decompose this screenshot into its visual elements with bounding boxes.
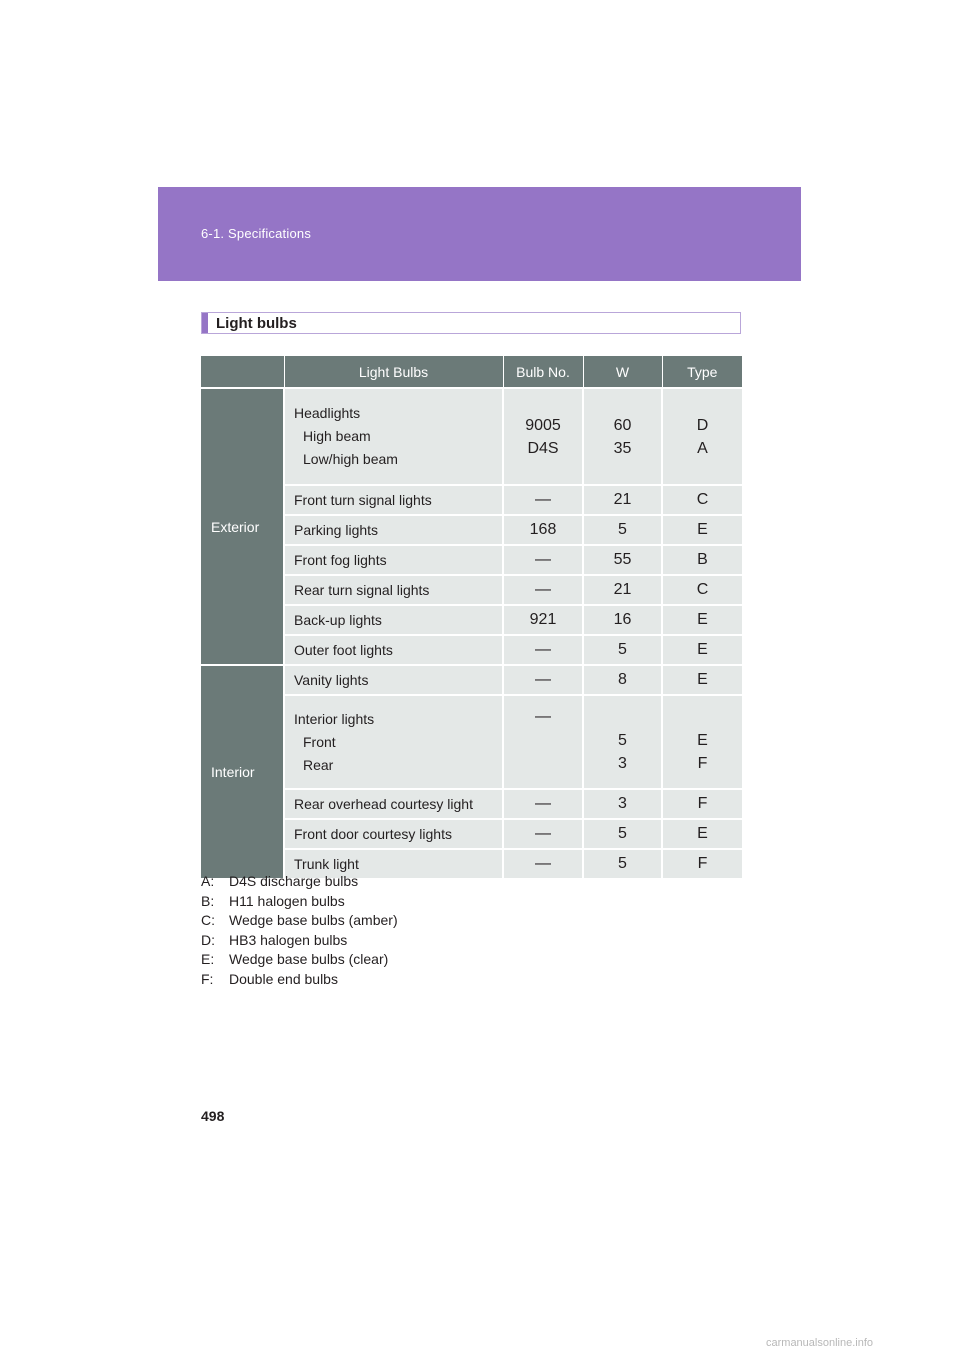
legend-key: C: xyxy=(201,912,215,928)
group-exterior: Exterior xyxy=(201,388,284,665)
header-blank xyxy=(201,356,284,388)
legend-key: D: xyxy=(201,931,215,948)
watt-cell: 5 xyxy=(583,849,662,878)
row-name-sub: Rear xyxy=(303,756,334,773)
row-name: Back-up lights xyxy=(284,605,503,635)
header-band xyxy=(158,187,801,281)
bulb-no-cell: — xyxy=(503,545,583,575)
type-cell: E xyxy=(662,605,742,635)
bulb-no-cell: — xyxy=(503,635,583,665)
legend-key: B: xyxy=(201,892,215,909)
type-value: D xyxy=(696,416,709,434)
table-row xyxy=(201,665,742,695)
bulb-no-cell: 168 xyxy=(503,515,583,545)
bulb-no-cell: — xyxy=(503,789,583,819)
row-name: Vanity lights xyxy=(284,665,503,695)
legend-text: HB3 halogen bulbs xyxy=(229,931,348,948)
legend-item xyxy=(201,911,398,931)
type-cell xyxy=(662,695,742,789)
row-name: Parking lights xyxy=(284,515,503,545)
type-cell: C xyxy=(662,575,742,605)
legend-text: Double end bulbs xyxy=(229,970,338,987)
row-name: Front door courtesy lights xyxy=(284,819,503,849)
legend-key: E: xyxy=(201,951,215,967)
watt-cell: 8 xyxy=(583,665,662,695)
header-type: Type xyxy=(662,356,742,388)
watt-cell xyxy=(583,695,662,789)
group-interior: Interior xyxy=(201,665,284,878)
watt-value: 35 xyxy=(613,439,632,457)
bulb-no-cell: — xyxy=(503,819,583,849)
row-name xyxy=(284,388,503,485)
light-bulbs-table xyxy=(201,356,742,878)
watermark: carmanualsonline.info xyxy=(766,1337,874,1349)
type-cell: E xyxy=(662,819,742,849)
row-name: Outer foot lights xyxy=(284,635,503,665)
row-name-sub: Front xyxy=(303,733,336,750)
type-value: A xyxy=(697,439,708,457)
type-cell: E xyxy=(662,635,742,665)
type-cell: E xyxy=(662,665,742,695)
legend-key: F: xyxy=(201,970,214,987)
legend-text: Wedge base bulbs (amber) xyxy=(229,912,398,928)
watt-cell: 21 xyxy=(583,485,662,515)
bulb-no-cell: — xyxy=(503,849,583,878)
type-value: F xyxy=(697,755,708,772)
table-header-row xyxy=(201,356,742,388)
row-name: Front turn signal lights xyxy=(284,485,503,515)
type-cell: F xyxy=(662,789,742,819)
type-cell: E xyxy=(662,515,742,545)
bulb-no-cell xyxy=(503,388,583,485)
watt-cell: 5 xyxy=(583,635,662,665)
legend-text: H11 halogen bulbs xyxy=(229,892,345,909)
legend-key: A: xyxy=(201,873,215,889)
row-name: Trunk light xyxy=(284,849,503,878)
bulb-no-cell: — xyxy=(503,665,583,695)
legend-item xyxy=(201,970,398,990)
legend-item xyxy=(201,950,398,970)
watt-cell: 16 xyxy=(583,605,662,635)
type-cell xyxy=(662,388,742,485)
section-title-box xyxy=(201,312,741,334)
row-name-main: Interior lights xyxy=(294,710,375,727)
watt-value: 5 xyxy=(618,732,627,749)
watt-cell: 5 xyxy=(583,515,662,545)
type-cell: B xyxy=(662,545,742,575)
row-name-main: Headlights xyxy=(294,405,361,421)
bulb-no-value: 9005 xyxy=(525,416,561,434)
row-name-sub: High beam xyxy=(303,428,371,444)
type-cell: F xyxy=(662,849,742,878)
bulb-no-cell: — xyxy=(503,485,583,515)
header-light-bulbs: Light Bulbs xyxy=(284,356,503,388)
bulb-no-value: D4S xyxy=(527,439,559,457)
header-bulb-no: Bulb No. xyxy=(503,356,583,388)
watt-value: 60 xyxy=(613,416,632,434)
legend-text: Wedge base bulbs (clear) xyxy=(229,951,389,967)
watt-value: 3 xyxy=(618,755,627,772)
row-name-sub: Low/high beam xyxy=(303,451,398,467)
watt-cell xyxy=(583,388,662,485)
section-title: Light bulbs xyxy=(216,315,297,332)
bulb-no-cell: — xyxy=(503,575,583,605)
page-number: 498 xyxy=(201,1108,225,1124)
legend-text: D4S discharge bulbs xyxy=(229,873,359,889)
watt-cell: 3 xyxy=(583,789,662,819)
row-name xyxy=(284,695,503,789)
legend-item xyxy=(201,872,398,892)
watt-cell: 5 xyxy=(583,819,662,849)
row-name: Rear overhead courtesy light xyxy=(284,789,503,819)
watt-cell: 21 xyxy=(583,575,662,605)
row-name: Rear turn signal lights xyxy=(284,575,503,605)
bulb-type-legend xyxy=(201,872,398,989)
legend-item xyxy=(201,931,398,951)
watt-cell: 55 xyxy=(583,545,662,575)
header-watt: W xyxy=(583,356,662,388)
section-title-accent xyxy=(202,313,208,333)
section-label: 6-1. Specifications xyxy=(201,226,312,241)
type-cell: C xyxy=(662,485,742,515)
row-name: Front fog lights xyxy=(284,545,503,575)
type-value: E xyxy=(697,732,708,749)
bulb-no-cell: — xyxy=(503,695,583,789)
legend-item xyxy=(201,892,398,912)
table-row xyxy=(201,388,742,485)
bulb-no-cell: 921 xyxy=(503,605,583,635)
